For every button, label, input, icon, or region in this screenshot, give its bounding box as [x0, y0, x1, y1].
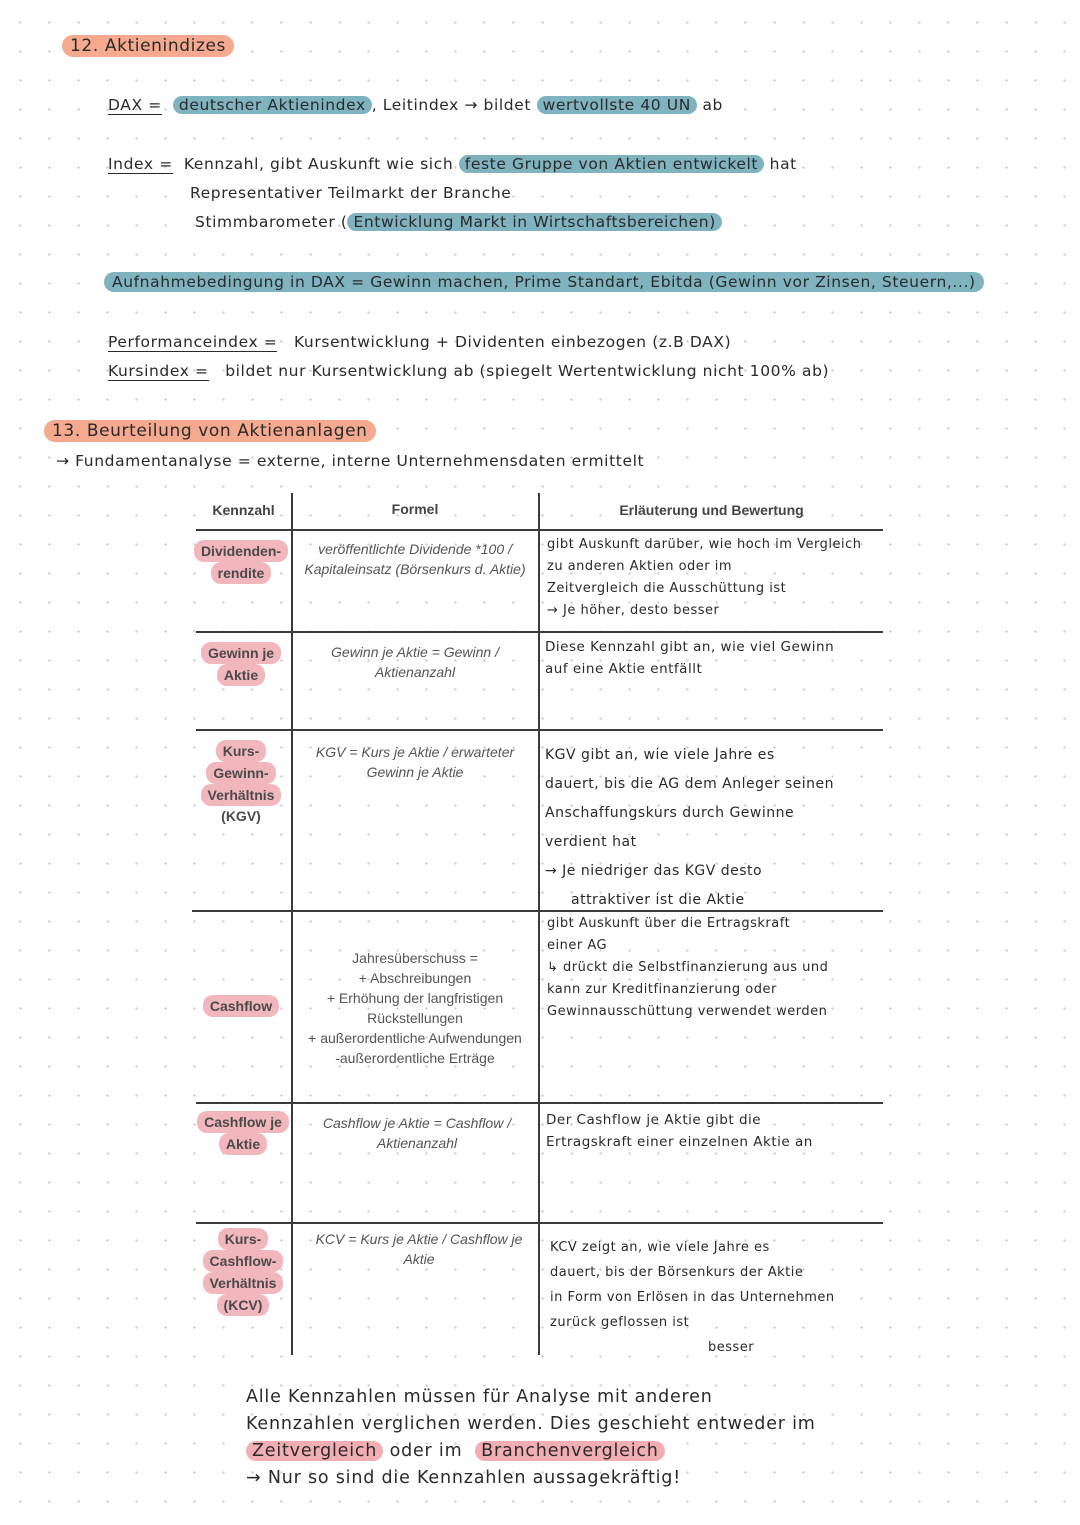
index-line-3 — [195, 213, 722, 231]
header-formel: Formel — [391, 501, 439, 517]
erlaeuterung-cashflow-je-aktie — [546, 1109, 813, 1153]
formel-line: veröffentlichte Dividende *100 / — [318, 541, 512, 557]
index-label: Index = — [108, 155, 173, 173]
erlaeuterung-line: ↳ drückt die Selbstfinanzierung aus und — [547, 960, 829, 975]
kennzahl-label-line: Gewinn je — [201, 642, 281, 664]
formel-line: Kapitaleinsatz (Börsenkurs d. Aktie) — [304, 561, 526, 577]
kennzahl-label-line: Cashflow — [203, 995, 279, 1017]
erlaeuterung-cashflow — [547, 913, 828, 1023]
index-highlight-1: feste Gruppe von Aktien entwickelt — [459, 155, 764, 173]
formel-line: Gewinn je Aktie — [366, 764, 464, 780]
index-text-1a: Kennzahl, gibt Auskunft wie sich — [183, 155, 454, 173]
table-hline-2 — [196, 729, 883, 731]
formel-gewinn-je-aktie — [292, 642, 538, 682]
conclusion-line-1: Alle Kennzahlen müssen für Analyse mit anderen — [246, 1387, 713, 1407]
erlaeuterung-line: KCV zeigt an, wie viele Jahre es — [550, 1240, 770, 1255]
dax-highlight: wertvollste 40 UN — [537, 96, 697, 114]
dax-line — [108, 96, 723, 114]
formel-line: Aktie — [403, 1251, 435, 1267]
branchenvergleich-highlight: Branchenvergleich — [475, 1441, 665, 1461]
erlaeuterung-line: Gewinnausschüttung verwendet werden — [547, 1004, 828, 1019]
erlaeuterung-line: einer AG — [547, 938, 608, 953]
index-highlight-3: Entwicklung Markt in Wirtschaftsbereichen) — [347, 213, 721, 231]
dax-rest2: ab — [702, 96, 723, 114]
kennzahl-label-line: Aktie — [217, 664, 265, 686]
erlaeuterung-line: → Je höher, desto besser — [547, 603, 720, 618]
formel-line: Cashflow je Aktie = Cashflow / — [322, 1115, 512, 1131]
erlaeuterung-line: verdient hat — [545, 834, 637, 850]
kennzahl-label-line: Kurs- — [218, 1228, 269, 1250]
formel-kgv — [292, 742, 538, 782]
kennzahl-label-line: (KGV) — [221, 808, 261, 824]
kennzahl-label-line: Cashflow je — [197, 1111, 289, 1133]
erlaeuterung-gewinn-je-aktie — [545, 636, 834, 680]
formel-line: Aktienanzahl — [376, 1135, 458, 1151]
formel-line: KGV = Kurs je Aktie / erwarteter — [315, 744, 515, 760]
kennzahl-label-line: (KCV) — [217, 1294, 270, 1316]
kennzahl-label-line: Cashflow- — [203, 1250, 284, 1272]
kennzahl-label-line: rendite — [211, 562, 272, 584]
erlaeuterung-line: kann zur Kreditfinanzierung oder — [547, 982, 777, 997]
conclusion-line-3-mid: oder im — [389, 1441, 463, 1461]
performance-label: Performanceindex = — [108, 333, 278, 351]
formel-line: + außerordentliche Aufwendungen — [308, 1030, 522, 1046]
kennzahl-dividendenrendite — [190, 540, 292, 584]
kennzahl-cashflow — [190, 995, 292, 1017]
table-hline-header — [196, 529, 883, 531]
table-hline-5 — [196, 1222, 883, 1224]
erlaeuterung-line: Der Cashflow je Aktie gibt die — [546, 1112, 762, 1128]
conclusion-line-2: Kennzahlen verglichen werden. Dies geschieht entweder im — [246, 1414, 816, 1434]
erlaeuterung-line: Anschaffungskurs durch Gewinne — [545, 805, 795, 821]
dax-definition: deutscher Aktienindex — [173, 96, 372, 114]
erlaeuterung-line: gibt Auskunft über die Ertragskraft — [547, 916, 791, 931]
kennzahl-label-line: Verhältnis — [203, 1272, 284, 1294]
section-13-title: 13. Beurteilung von Aktienanlagen — [44, 421, 376, 441]
formel-line: KCV = Kurs je Aktie / Cashflow je — [315, 1231, 523, 1247]
kennzahl-label-line: Aktie — [219, 1133, 267, 1155]
kurs-index-line — [108, 362, 829, 380]
table-hline-1 — [196, 631, 883, 633]
erlaeuterung-line: Zeitvergleich die Ausschüttung ist — [547, 581, 787, 596]
erlaeuterung-line: attraktiver ist die Aktie — [571, 892, 745, 908]
index-text-3a: Stimmbarometer ( — [195, 213, 348, 231]
erlaeuterung-kcv — [550, 1235, 835, 1360]
aufnahme-highlight: Aufnahmebedingung in DAX = Gewinn machen, Prime Standart, Ebitda (Gewinn vor Zinsen, Steuern,...) — [104, 272, 984, 292]
index-line-2: Representativer Teilmarkt der Branche — [190, 184, 512, 202]
formel-kcv — [292, 1229, 546, 1269]
erlaeuterung-dividendenrendite — [547, 534, 861, 622]
erlaeuterung-line: dauert, bis der Börsenkurs der Aktie — [550, 1265, 804, 1280]
kennzahl-gewinn-je-aktie — [190, 642, 292, 686]
conclusion — [246, 1384, 816, 1492]
erlaeuterung-line: dauert, bis die AG dem Anleger seinen — [545, 776, 834, 792]
dax-label: DAX = — [108, 96, 162, 114]
performance-index-line — [108, 333, 731, 351]
kennzahl-label-line: Gewinn- — [206, 762, 275, 784]
zeitvergleich-highlight: Zeitvergleich — [246, 1441, 383, 1461]
erlaeuterung-line: Ertragskraft einer einzelnen Aktie an — [546, 1134, 813, 1150]
table-vline-2 — [538, 493, 540, 1355]
formel-cashflow-je-aktie — [292, 1113, 542, 1153]
erlaeuterung-line: zurück geflossen ist — [550, 1315, 690, 1330]
table-vline-1 — [291, 493, 293, 1355]
aufnahme-line — [104, 273, 984, 291]
erlaeuterung-line: Diese Kennzahl gibt an, wie viel Gewinn — [545, 639, 835, 655]
erlaeuterung-line: gibt Auskunft darüber, wie hoch im Vergleich — [547, 537, 862, 552]
conclusion-line-4: → Nur so sind die Kennzahlen aussagekräftig! — [246, 1468, 682, 1488]
formel-line: Jahresüberschuss = — [352, 950, 478, 966]
kurs-label: Kursindex = — [108, 362, 209, 380]
erlaeuterung-line: KGV gibt an, wie viele Jahre es — [545, 747, 775, 763]
header-erlaeuterung: Erläuterung und Bewertung — [619, 502, 804, 518]
index-text-1b: hat — [769, 155, 797, 173]
erlaeuterung-line: auf eine Aktie entfällt — [545, 661, 703, 677]
performance-text: Kursentwicklung + Dividenten einbezogen (z.B DAX) — [293, 333, 732, 351]
kennzahl-label-line: Kurs- — [216, 740, 267, 762]
formel-line: Aktienanzahl — [374, 664, 456, 680]
erlaeuterung-line: → Je niedriger das KGV desto — [545, 863, 763, 879]
kennzahl-kgv — [190, 740, 292, 826]
dax-rest1: , Leitindex → bildet — [371, 96, 532, 114]
erlaeuterung-line: in Form von Erlösen in das Unternehmen — [550, 1290, 835, 1305]
formel-line: + Abschreibungen — [358, 970, 472, 986]
table-hline-4 — [196, 1102, 883, 1104]
erlaeuterung-line: besser — [708, 1340, 755, 1355]
header-kennzahl: Kennzahl — [212, 502, 275, 518]
kennzahl-label-line: Dividenden- — [194, 540, 288, 562]
erlaeuterung-kgv — [545, 741, 834, 915]
kurs-text: bildet nur Kursentwicklung ab (spiegelt Wertentwicklung nicht 100% ab) — [225, 362, 830, 380]
erlaeuterung-line: zu anderen Aktien oder im — [547, 559, 733, 574]
formel-line: Rückstellungen — [367, 1010, 463, 1026]
formel-cashflow — [292, 948, 538, 1068]
fundamentanalyse-line: → Fundamentanalyse = externe, interne Unternehmensdaten ermittelt — [56, 452, 645, 470]
kennzahl-label-line: Verhältnis — [201, 784, 282, 806]
formel-line: Gewinn je Aktie = Gewinn / — [331, 644, 499, 660]
kennzahl-cashflow-je-aktie — [190, 1111, 296, 1155]
formel-dividendenrendite — [292, 539, 538, 579]
formel-line: -außerordentliche Erträge — [335, 1050, 495, 1066]
kennzahl-kcv — [190, 1228, 296, 1316]
formel-line: + Erhöhung der langfristigen — [326, 990, 504, 1006]
section-12-title: 12. Aktienindizes — [62, 36, 234, 56]
index-line-1 — [108, 155, 797, 173]
